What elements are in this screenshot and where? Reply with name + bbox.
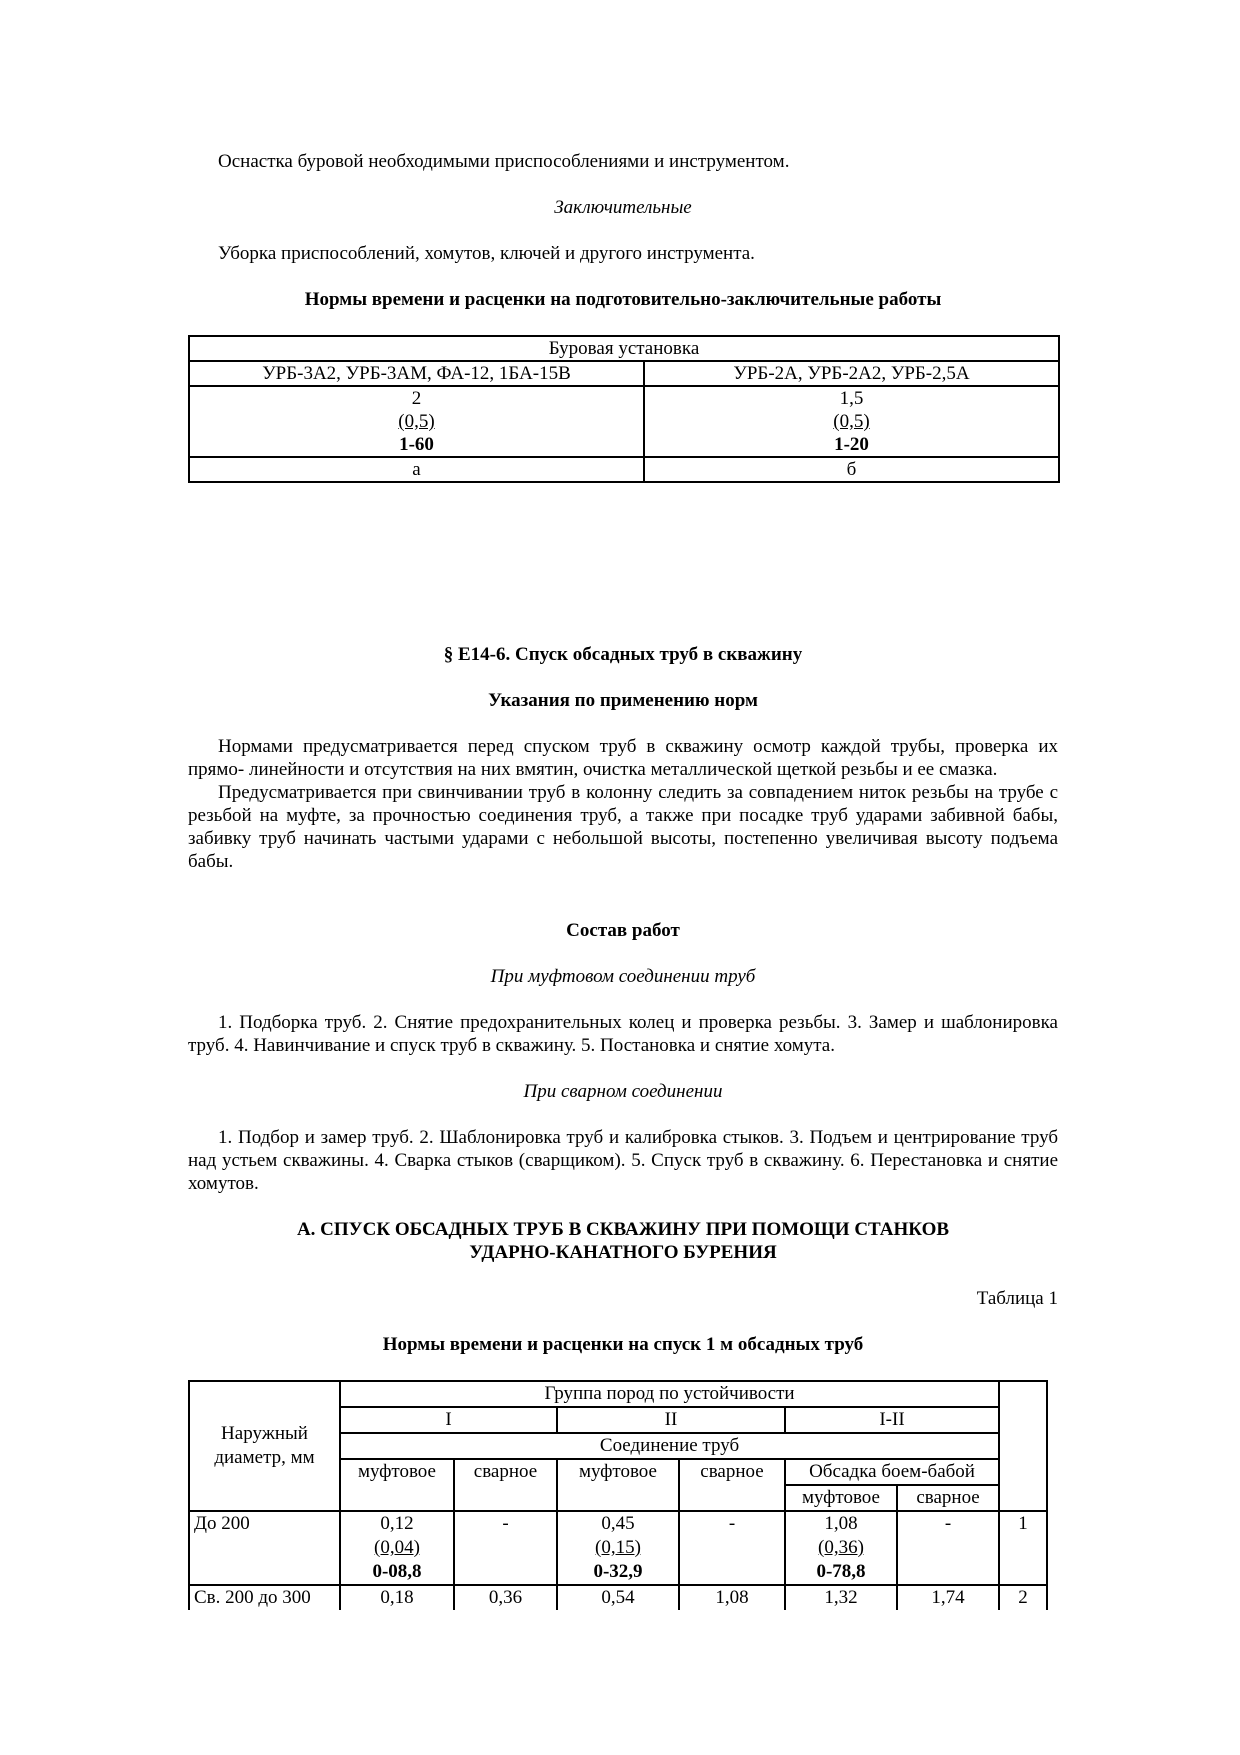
section-title: § Е14-6. Спуск обсадных труб в скважину xyxy=(443,644,803,665)
price-value: 1-60 xyxy=(399,434,434,455)
instructions-paragraph-2: Предусматривается при свинчивании труб в колонну следить за совпадением ниток резьбы на трубе с резьбой на муфте, за прочностью соединения труб, а также при посадке труб ударами забивной бабы, забивку труб начинать частыми ударами с небольшой высоты, постепенно увеличивая высоту подъема бабы. xyxy=(188,782,1058,872)
table1-cell-b xyxy=(644,386,1059,457)
row2-cell-5: 1,32 xyxy=(785,1585,897,1610)
table1-col-b: УРБ-2А, УРБ-2А2, УРБ-2,5А xyxy=(644,361,1059,386)
norm-paren-value: (0,15) xyxy=(595,1537,641,1558)
norm-value: 1,08 xyxy=(824,1513,858,1534)
row2-cell-4: 1,08 xyxy=(679,1585,785,1610)
joint-header: Соединение труб xyxy=(340,1433,999,1459)
instructions-paragraph-1: Нормами предусматривается перед спуском труб в скважину осмотр каждой трубы, проверка их прямо- линейности и отсутствия на них вмятин, очистка металлической щеткой резьбы и ее смазка. xyxy=(188,736,1058,780)
norm-paren-value: (0,5) xyxy=(398,411,435,432)
row2-number: 2 xyxy=(999,1585,1047,1610)
subsection-title-line-1: А. СПУСК ОБСАДНЫХ ТРУБ В СКВАЖИНУ ПРИ ПОМОЩИ СТАНКОВ xyxy=(296,1219,950,1240)
norm-value: 2 xyxy=(411,388,422,409)
row2-cell-3: 0,54 xyxy=(557,1585,679,1610)
norm-value: 0,45 xyxy=(601,1513,635,1534)
paragraph-osnastka: Оснастка буровой необходимыми приспособлениями и инструментом. xyxy=(218,151,790,172)
coupling-title: При муфтовом соединении труб xyxy=(490,966,756,987)
row-number-header xyxy=(999,1381,1047,1511)
table1-letter-b: б xyxy=(644,457,1059,482)
instructions-body xyxy=(188,735,1058,873)
works-title: Состав работ xyxy=(566,920,680,941)
coupling-works-text: 1. Подборка труб. 2. Снятие предохранительных колец и проверка резьбы. 3. Замер и шаблонировка труб. 4. Навинчивание и спуск труб в скважину. 5. Постановка и снятие хомута. xyxy=(188,1012,1058,1056)
col-svarnoe-1: сварное xyxy=(454,1459,557,1511)
table-label: Таблица 1 xyxy=(976,1288,1058,1309)
row1-cell-3 xyxy=(557,1511,679,1585)
row1-cell-4: - xyxy=(679,1511,785,1585)
instructions-title: Указания по применению норм xyxy=(488,690,758,711)
subsection-title xyxy=(188,1218,1058,1264)
table1-letter-a: а xyxy=(189,457,644,482)
price-value: 0-08,8 xyxy=(372,1561,422,1582)
norm-value: 0,12 xyxy=(380,1513,414,1534)
welded-works-text: 1. Подбор и замер труб. 2. Шаблонировка труб и калибровка стыков. 3. Подъем и центрирование труб над устьем скважины. 4. Сварка стыков (сварщиком). 5. Спуск труб в скважину. 6. Перестановка и снятие хомутов. xyxy=(188,1127,1058,1194)
row2-cell-6: 1,74 xyxy=(897,1585,999,1610)
table1-col-a: УРБ-3А2, УРБ-3АМ, ФА-12, 1БА-15В xyxy=(189,361,644,386)
col-svarnoe-2: сварное xyxy=(679,1459,785,1511)
casing-norms-table xyxy=(188,1380,1048,1610)
row1-diameter: До 200 xyxy=(189,1511,340,1585)
row1-cell-6: - xyxy=(897,1511,999,1585)
prep-final-norms-table xyxy=(188,335,1060,483)
row1-cell-2: - xyxy=(454,1511,557,1585)
row1-cell-1 xyxy=(340,1511,454,1585)
row2-cell-1: 0,18 xyxy=(340,1585,454,1610)
row2-diameter: Св. 200 до 300 xyxy=(189,1585,340,1610)
row1-number: 1 xyxy=(999,1511,1047,1585)
price-value: 1-20 xyxy=(834,434,869,455)
col-mufta-2: муфтовое xyxy=(557,1459,679,1511)
norm-paren-value: (0,5) xyxy=(833,411,870,432)
col-obsadka: Обсадка боем-бабой xyxy=(785,1459,999,1485)
price-value: 0-78,8 xyxy=(816,1561,866,1582)
col-mufta-1: муфтовое xyxy=(340,1459,454,1511)
col-mufta-3: муфтовое xyxy=(785,1485,897,1511)
diameter-header: Наружный диаметр, мм xyxy=(189,1381,340,1511)
table1-cell-a xyxy=(189,386,644,457)
row1-cell-5 xyxy=(785,1511,897,1585)
rock-group-header: Группа пород по устойчивости xyxy=(340,1381,999,1407)
table1-header: Буровая установка xyxy=(189,336,1059,361)
group-III-header: I-II xyxy=(785,1407,999,1433)
norm-paren-value: (0,04) xyxy=(374,1537,420,1558)
price-value: 0-32,9 xyxy=(593,1561,643,1582)
group-I-header: I xyxy=(340,1407,557,1433)
welded-title: При сварном соединении xyxy=(523,1081,723,1102)
col-svarnoe-3: сварное xyxy=(897,1485,999,1511)
norm-paren-value: (0,36) xyxy=(818,1537,864,1558)
table2-title: Нормы времени и расценки на спуск 1 м обсадных труб xyxy=(382,1334,864,1355)
norm-value: 1,5 xyxy=(839,388,864,409)
row2-cell-2: 0,36 xyxy=(454,1585,557,1610)
group-II-header: II xyxy=(557,1407,785,1433)
subsection-title-line-2: УДАРНО-КАНАТНОГО БУРЕНИЯ xyxy=(469,1242,777,1263)
paragraph-uborka: Уборка приспособлений, хомутов, ключей и другого инструмента. xyxy=(218,243,755,264)
heading-final-works: Заключительные xyxy=(554,197,692,218)
table1-title: Нормы времени и расценки на подготовительно-заключительные работы xyxy=(304,289,942,310)
